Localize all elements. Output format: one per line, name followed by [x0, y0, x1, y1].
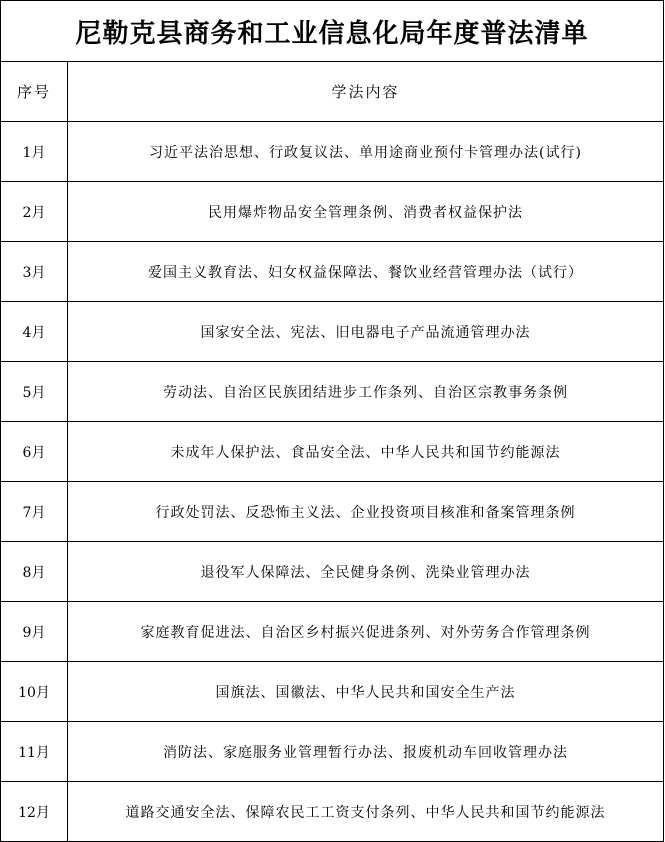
table-row [1, 242, 664, 302]
table-row [1, 302, 664, 362]
content-cell: 国旗法、国徽法、中华人民共和国安全生产法 [68, 662, 664, 722]
title-row [1, 1, 664, 62]
month-cell: 11月 [1, 722, 68, 782]
month-cell: 7月 [1, 482, 68, 542]
content-cell: 劳动法、自治区民族团结进步工作条列、自治区宗教事务条例 [68, 362, 664, 422]
month-cell: 8月 [1, 542, 68, 602]
content-cell: 民用爆炸物品安全管理条例、消费者权益保护法 [68, 182, 664, 242]
table-row [1, 782, 664, 842]
month-cell: 12月 [1, 782, 68, 842]
content-cell: 退役军人保障法、全民健身条例、洗染业管理办法 [68, 542, 664, 602]
column-header-no: 序号 [1, 62, 68, 122]
table-row [1, 722, 664, 782]
month-cell: 1月 [1, 122, 68, 182]
table-row [1, 182, 664, 242]
table-row [1, 482, 664, 542]
month-cell: 10月 [1, 662, 68, 722]
table-row [1, 662, 664, 722]
content-cell: 行政处罚法、反恐怖主义法、企业投资项目核准和备案管理条例 [68, 482, 664, 542]
content-cell: 家庭教育促进法、自治区乡村振兴促进条列、对外劳务合作管理条例 [68, 602, 664, 662]
month-cell: 5月 [1, 362, 68, 422]
table-row [1, 422, 664, 482]
table-row [1, 542, 664, 602]
month-cell: 6月 [1, 422, 68, 482]
table-row [1, 362, 664, 422]
table-row [1, 602, 664, 662]
month-cell: 9月 [1, 602, 68, 662]
content-cell: 消防法、家庭服务业管理暂行办法、报废机动车回收管理办法 [68, 722, 664, 782]
content-cell: 国家安全法、宪法、旧电器电子产品流通管理办法 [68, 302, 664, 362]
table-row [1, 122, 664, 182]
column-header-content: 学法内容 [68, 62, 664, 122]
document-title: 尼勒克县商务和工业信息化局年度普法清单 [1, 1, 664, 62]
header-row [1, 62, 664, 122]
month-cell: 4月 [1, 302, 68, 362]
content-cell: 未成年人保护法、食品安全法、中华人民共和国节约能源法 [68, 422, 664, 482]
content-cell: 道路交通安全法、保障农民工工资支付条列、中华人民共和国节约能源法 [68, 782, 664, 842]
month-cell: 3月 [1, 242, 68, 302]
month-cell: 2月 [1, 182, 68, 242]
content-cell: 习近平法治思想、行政复议法、单用途商业预付卡管理办法(试行) [68, 122, 664, 182]
content-cell: 爱国主义教育法、妇女权益保障法、餐饮业经营管理办法（试行） [68, 242, 664, 302]
